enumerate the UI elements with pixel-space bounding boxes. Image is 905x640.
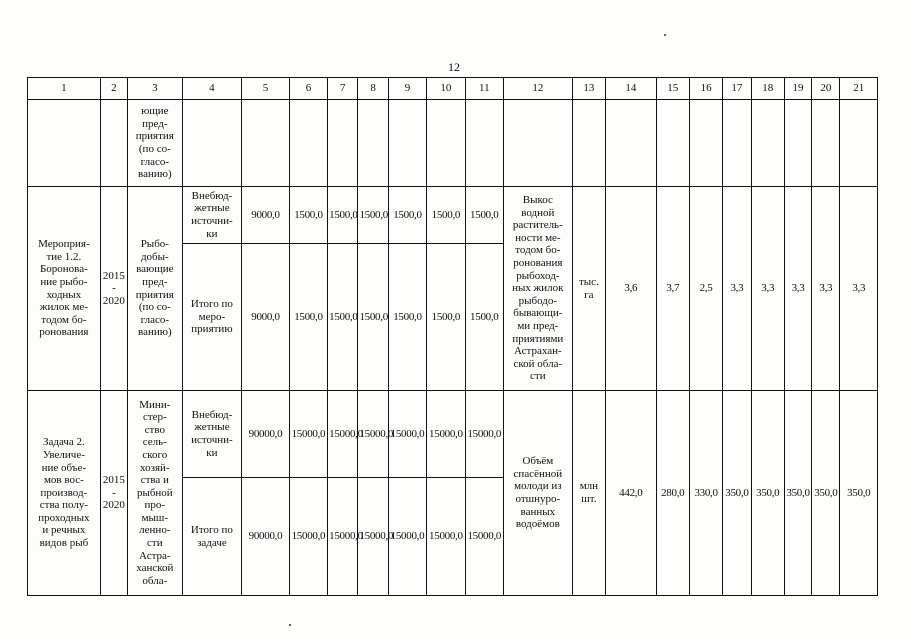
funding-source-label: Внебюд- жетные источни- ки <box>182 391 242 478</box>
executor-cell: Рыбо- добы- вающие пред- приятия (по со- гласо- ванию) <box>128 187 183 391</box>
target-value: 3,3 <box>723 187 751 391</box>
column-number: 4 <box>182 78 242 100</box>
empty-cell <box>289 100 327 187</box>
funding-value: 15000,0 <box>388 478 426 596</box>
column-number: 8 <box>358 78 388 100</box>
column-number: 10 <box>427 78 465 100</box>
column-number: 17 <box>723 78 751 100</box>
empty-cell <box>503 100 572 187</box>
empty-cell <box>723 100 751 187</box>
period-cell: 2015 - 2020 <box>100 391 127 596</box>
funding-value: 15000,0 <box>328 478 358 596</box>
funding-value: 1500,0 <box>388 187 426 244</box>
empty-cell <box>840 100 878 187</box>
column-number: 21 <box>840 78 878 100</box>
scan-speck <box>289 624 291 626</box>
funding-value: 15000,0 <box>289 391 327 478</box>
column-number: 12 <box>503 78 572 100</box>
funding-value: 9000,0 <box>242 187 290 244</box>
funding-value: 1500,0 <box>358 244 388 391</box>
funding-value: 1500,0 <box>388 244 426 391</box>
empty-cell <box>100 100 127 187</box>
column-number: 13 <box>572 78 605 100</box>
column-number: 18 <box>751 78 784 100</box>
empty-cell <box>572 100 605 187</box>
empty-cell <box>751 100 784 187</box>
column-number: 14 <box>606 78 657 100</box>
empty-cell <box>328 100 358 187</box>
page-number: 12 <box>448 60 460 74</box>
target-value: 3,3 <box>840 187 878 391</box>
target-value: 330,0 <box>689 391 722 596</box>
target-value: 280,0 <box>656 391 689 596</box>
empty-cell <box>812 100 840 187</box>
column-number: 11 <box>465 78 503 100</box>
funding-value: 90000,0 <box>242 478 290 596</box>
empty-cell <box>689 100 722 187</box>
funding-value: 1500,0 <box>328 187 358 244</box>
empty-cell <box>28 100 101 187</box>
column-number-row <box>28 78 878 100</box>
column-number: 15 <box>656 78 689 100</box>
empty-cell <box>427 100 465 187</box>
empty-cell <box>182 100 242 187</box>
funding-value: 1500,0 <box>465 187 503 244</box>
funding-value: 15000,0 <box>427 391 465 478</box>
funding-value: 1500,0 <box>427 187 465 244</box>
column-number: 5 <box>242 78 290 100</box>
task-name: Задача 2. Увеличе- ние объе- мов вос- производ- ства полу- проходных и речных видов рыб <box>28 391 101 596</box>
continuation-row <box>28 100 878 187</box>
column-number: 2 <box>100 78 127 100</box>
executor-cell: Мини- стер- ство сель- ского хозяй- ства и рыбной про- мыш- ленно- сти Астра- ханской обла- <box>128 391 183 596</box>
indicator-name: Объём спасённой молоди из отшнуро- ванных водоёмов <box>503 391 572 596</box>
funding-source-label: Внебюд- жетные источни- ки <box>182 187 242 244</box>
period-cell: 2015 - 2020 <box>100 187 127 391</box>
funding-value: 1500,0 <box>465 244 503 391</box>
target-value: 350,0 <box>784 391 811 596</box>
target-value: 3,6 <box>606 187 657 391</box>
funding-value: 15000,0 <box>328 391 358 478</box>
funding-value: 1500,0 <box>289 244 327 391</box>
empty-cell <box>465 100 503 187</box>
column-number: 19 <box>784 78 811 100</box>
target-value: 3,7 <box>656 187 689 391</box>
empty-cell <box>358 100 388 187</box>
unit-cell: тыс. га <box>572 187 605 391</box>
unit-cell: млн шт. <box>572 391 605 596</box>
funding-value: 1500,0 <box>289 187 327 244</box>
target-value: 442,0 <box>606 391 657 596</box>
empty-cell <box>784 100 811 187</box>
column-number: 7 <box>328 78 358 100</box>
indicator-name: Выкос водной раститель- ности ме- тодом бо- ронования рыбоход- ных жилок рыбодо- бывающи- ми пред- приятиями Астрахан- ской обла- сти <box>503 187 572 391</box>
column-number: 3 <box>128 78 183 100</box>
funding-value: 9000,0 <box>242 244 290 391</box>
target-value: 3,3 <box>784 187 811 391</box>
funding-source-label: Итого по меро- приятию <box>182 244 242 391</box>
funding-value: 15000,0 <box>388 391 426 478</box>
funding-value: 90000,0 <box>242 391 290 478</box>
column-number: 1 <box>28 78 101 100</box>
measure-name: Мероприя- тие 1.2. Боронова- ние рыбо- ходных жилок ме- тодом бо- ронования <box>28 187 101 391</box>
funding-value: 15000,0 <box>358 478 388 596</box>
funding-value: 15000,0 <box>358 391 388 478</box>
column-number: 6 <box>289 78 327 100</box>
executor-cell: ющие пред- приятия (по со- гласо- ванию) <box>128 100 183 187</box>
empty-cell <box>388 100 426 187</box>
empty-cell <box>606 100 657 187</box>
scan-speck <box>664 34 666 36</box>
column-number: 16 <box>689 78 722 100</box>
funding-value: 1500,0 <box>427 244 465 391</box>
target-value: 3,3 <box>812 187 840 391</box>
funding-value: 15000,0 <box>465 391 503 478</box>
task-2-offbudget-row <box>28 391 878 478</box>
column-number: 20 <box>812 78 840 100</box>
funding-value: 1500,0 <box>358 187 388 244</box>
empty-cell <box>242 100 290 187</box>
measure-1-2-offbudget-row <box>28 187 878 244</box>
funding-value: 15000,0 <box>465 478 503 596</box>
empty-cell <box>656 100 689 187</box>
column-number: 9 <box>388 78 426 100</box>
funding-source-label: Итого по задаче <box>182 478 242 596</box>
program-measures-table <box>27 77 878 596</box>
target-value: 3,3 <box>751 187 784 391</box>
funding-value: 1500,0 <box>328 244 358 391</box>
target-value: 2,5 <box>689 187 722 391</box>
funding-value: 15000,0 <box>427 478 465 596</box>
target-value: 350,0 <box>723 391 751 596</box>
funding-value: 15000,0 <box>289 478 327 596</box>
target-value: 350,0 <box>840 391 878 596</box>
target-value: 350,0 <box>751 391 784 596</box>
target-value: 350,0 <box>812 391 840 596</box>
